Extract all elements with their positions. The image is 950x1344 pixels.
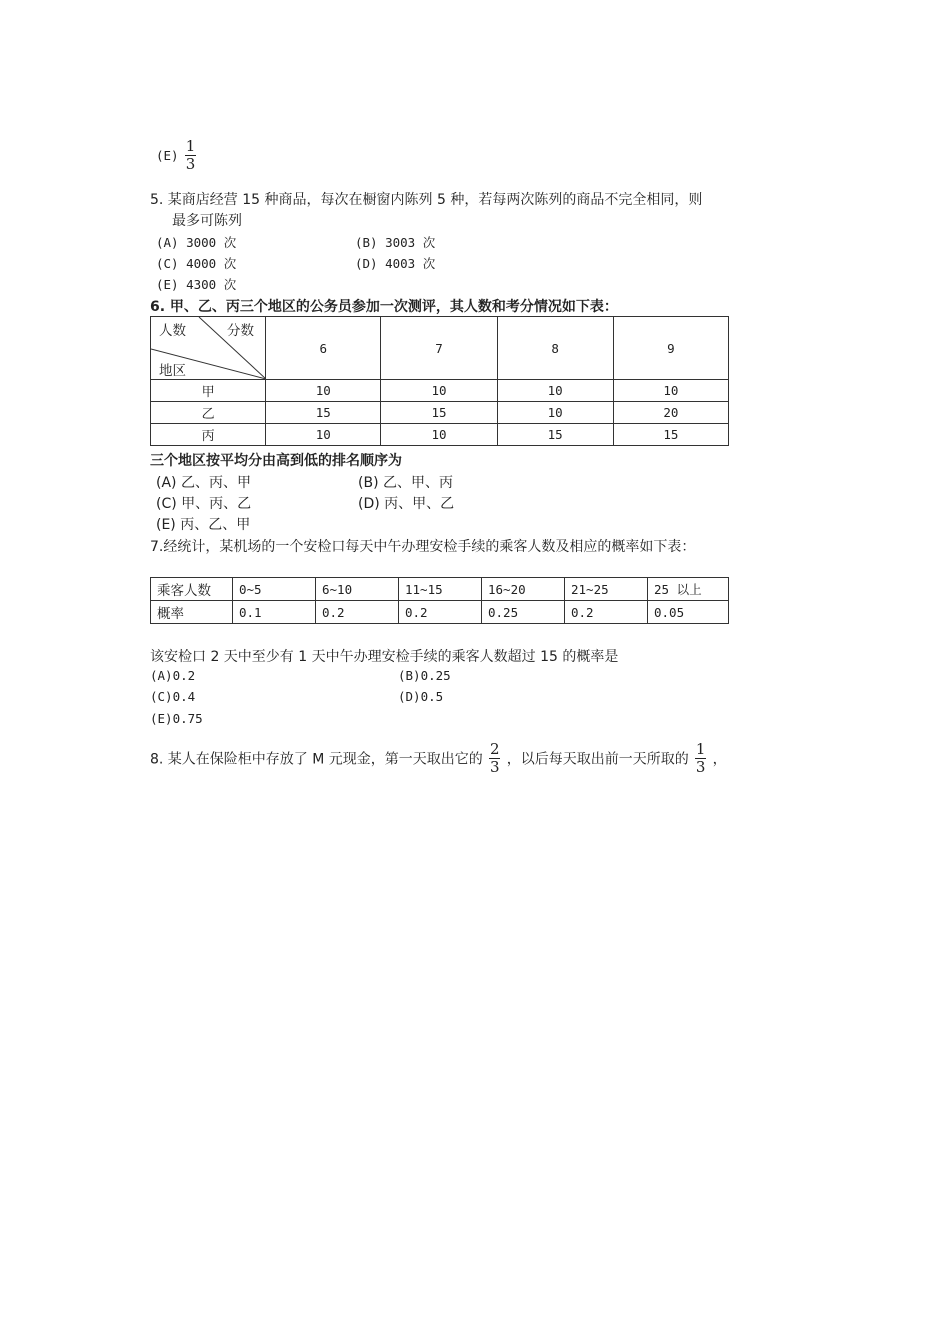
range-cell: 21~25 [565,578,648,601]
q5-stem-line1: 5. 某商店经营 15 种商品，每次在橱窗内陈列 5 种，若每两次陈列的商品不完全相同，则 [150,192,703,208]
fraction-numerator: 2 [489,740,500,758]
q8-stem [150,741,727,776]
q8-part1: 8. 某人在保险柜中存放了 M 元现金，第一天取出它的 [150,751,483,768]
region-cell: 乙 [151,402,266,424]
q7-option-b: (B)0.25 [398,668,451,683]
q6-option-b: (B) 乙、甲、丙 [358,475,453,491]
corner-score-label: 分数 [227,323,254,339]
fraction-denominator: 3 [489,758,500,776]
q7-question: 该安检口 2 天中至少有 1 天中午办理安检手续的乘客人数超过 15 的概率是 [150,649,619,665]
probability-table [150,577,729,624]
table-corner-cell [151,317,266,380]
q6-option-e: (E) 丙、乙、甲 [156,517,251,533]
score-header: 9 [613,317,728,380]
table-cell: 20 [613,402,728,424]
table-cell: 10 [266,380,381,402]
prob-cell: 0.05 [648,601,729,624]
table-row [151,578,729,601]
fraction-numerator: 1 [695,740,706,758]
q6-option-d: (D) 丙、甲、乙 [358,496,455,512]
prob-cell: 0.1 [233,601,316,624]
table-cell: 10 [613,380,728,402]
q8-fraction-two-thirds [489,741,500,776]
q7-option-d: (D)0.5 [398,689,444,704]
table-cell: 15 [497,424,613,446]
q5-option-b: (B) 3003 次 [355,235,436,250]
fraction-denominator: 3 [695,758,706,776]
prob-cell: 0.2 [399,601,482,624]
region-cell: 丙 [151,424,266,446]
passenger-count-label: 乘客人数 [151,578,233,601]
table-row [151,601,729,624]
table-row [151,380,729,402]
q5-option-a: (A) 3000 次 [156,235,237,250]
q6-option-a: (A) 乙、丙、甲 [156,475,251,491]
region-cell: 甲 [151,380,266,402]
q6-title: 6. 甲、乙、丙三个地区的公务员参加一次测评，其人数和考分情况如下表： [150,299,618,315]
table-cell: 15 [381,402,497,424]
range-cell: 0~5 [233,578,316,601]
table-cell: 15 [613,424,728,446]
table-cell: 10 [266,424,381,446]
table-header-row [151,317,729,380]
q5-stem-line2: 最多可陈列 [172,213,242,229]
fraction-denominator: 3 [185,155,196,173]
q7-option-a: (A)0.2 [150,668,196,683]
table-cell: 10 [497,380,613,402]
q7-option-e: (E)0.75 [150,711,203,726]
q4-option-e-label: (E) [156,148,179,163]
prob-cell: 0.2 [316,601,399,624]
table-row [151,402,729,424]
score-header: 6 [266,317,381,380]
prob-cell: 0.2 [565,601,648,624]
q6-option-c: (C) 甲、丙、乙 [156,496,252,512]
q8-fraction-one-third [695,741,706,776]
range-cell: 11~15 [399,578,482,601]
prob-cell: 0.25 [482,601,565,624]
q4-option-e-fraction [185,138,196,173]
score-header: 7 [381,317,497,380]
corner-region-label: 地区 [159,363,186,379]
range-cell: 6~10 [316,578,399,601]
table-cell: 10 [497,402,613,424]
q6-question: 三个地区按平均分由高到低的排名顺序为 [150,453,402,469]
q5-option-d: (D) 4003 次 [355,256,436,271]
probability-label: 概率 [151,601,233,624]
q8-part3: ， [712,751,727,768]
table-cell: 10 [381,424,497,446]
q7-title: 7.经统计，某机场的一个安检口每天中午办理安检手续的乘客人数及相应的概率如下表： [150,539,696,555]
q4-option-e [156,138,198,173]
q5-option-c: (C) 4000 次 [156,256,237,271]
fraction-numerator: 1 [185,137,196,155]
range-cell: 25 以上 [648,578,729,601]
table-row [151,424,729,446]
q7-option-c: (C)0.4 [150,689,196,704]
range-cell: 16~20 [482,578,565,601]
corner-people-label: 人数 [159,323,186,339]
score-header: 8 [497,317,613,380]
q8-part2: ，以后每天取出前一天所取的 [506,751,689,768]
table-cell: 15 [266,402,381,424]
table-cell: 10 [381,380,497,402]
q5-option-e: (E) 4300 次 [156,277,237,292]
score-table [150,316,729,446]
